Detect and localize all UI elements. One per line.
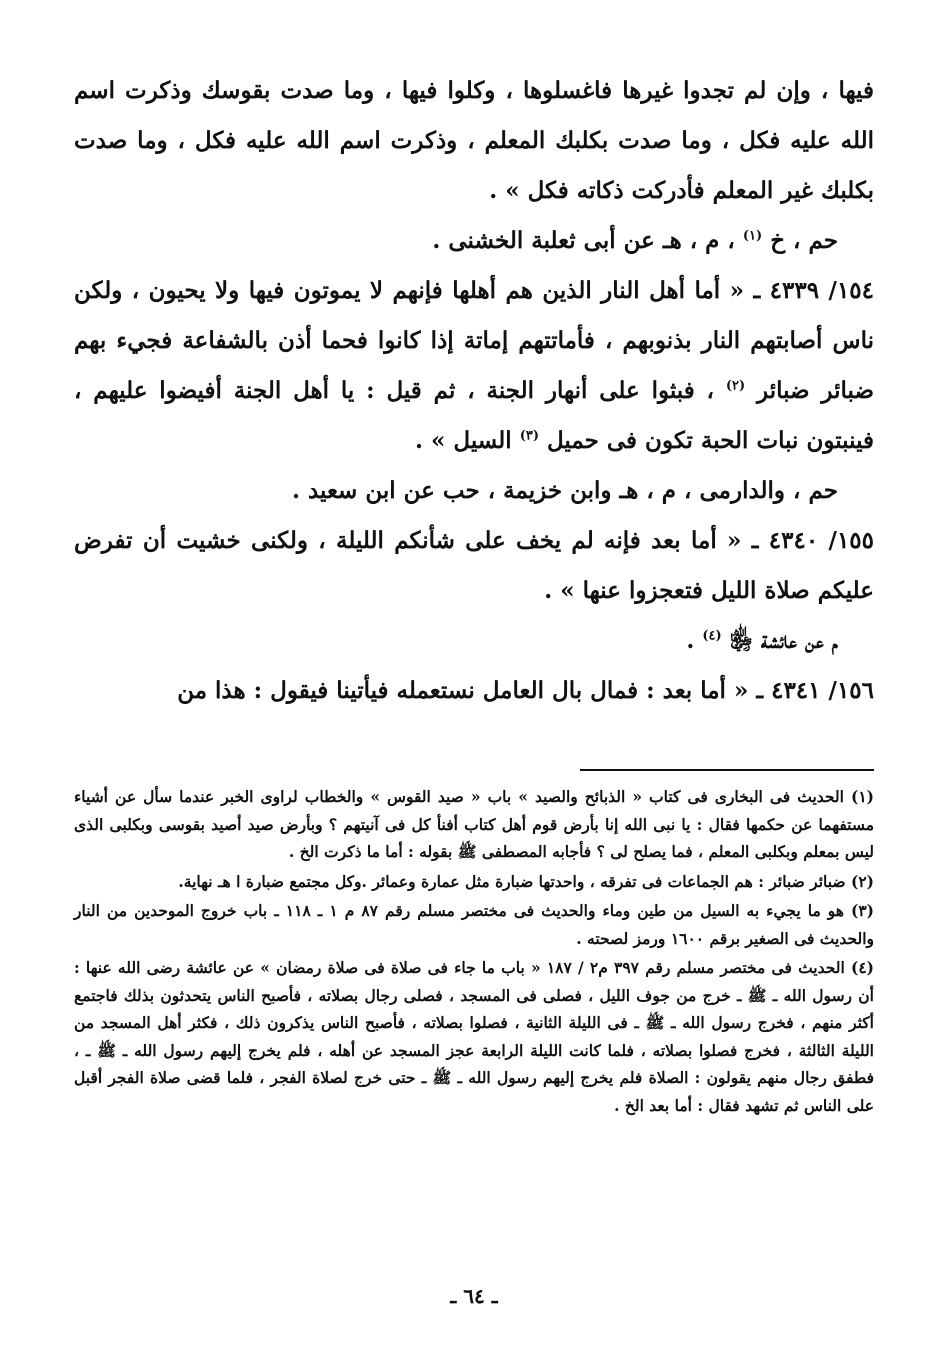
hadith-156 bbox=[74, 666, 874, 716]
source-text: حم ، خ bbox=[770, 227, 838, 254]
page-number: ـ ٦٤ ـ bbox=[450, 1284, 498, 1308]
main-text bbox=[74, 66, 874, 716]
hadith-155 bbox=[74, 516, 874, 616]
source-text: . bbox=[686, 627, 695, 654]
footnote-marker: (١) bbox=[742, 228, 763, 244]
footnote-1: (١) الحديث فى البخارى فى كتاب « الذبائح والصيد » باب « صيد القوس » والخطاب لراوى الخبر عندما سأل عن أشياء مستفهما عن حكمها فقال : يا نبى الله إنا بأرض قوم أهل كتاب أفنأ كل فى آنيتهم ؟ وبأرض صيد أصيد بقوسى وبكلبى الذى ليس بمعلم وبكلبى المعلم ، فما يصلح لى ؟ فأجابه المصطفى ﷺ بقوله : أما ما ذكرت الخ . bbox=[74, 787, 874, 861]
source-text: ، م ، هـ عن أبى ثعلبة الخشنى . bbox=[432, 227, 735, 254]
footnote-marker: (٣) bbox=[519, 428, 539, 444]
hadith-text: « أما بعد : فمال بال العامل نستعمله فيأتينا فيقول : هذا من bbox=[177, 677, 749, 704]
footnotes bbox=[74, 783, 874, 1121]
hadith-source-2: حم ، والدارمى ، م ، هـ وابن خزيمة ، حب عن ابن سعيد . bbox=[291, 477, 838, 504]
footnote-marker: (٢) bbox=[725, 378, 746, 394]
hadith-number: ١٥٦/ ٤٣٤١ ـ bbox=[756, 677, 874, 704]
hadith-text: ، فبثوا على أنهار الجنة ، ثم قيل : يا أهل الجنة أفيضوا عليهم ، فينبتون نبات الحبة تكون فى حميل bbox=[74, 377, 874, 454]
hadith-text: « أما بعد فإنه لم يخف على شأنكم الليلة ، ولكنى خشيت أن تفرض عليكم صلاة الليل فتعجزوا عنها » . bbox=[74, 527, 874, 604]
hadith-source-3 bbox=[74, 616, 874, 666]
hadith-number: ١٥٤/ ٤٣٣٩ ـ bbox=[753, 277, 874, 304]
footnote-separator bbox=[580, 769, 874, 771]
hadith-source-1 bbox=[74, 216, 874, 266]
hadith-number: ١٥٥/ ٤٣٤٠ ـ bbox=[751, 527, 874, 554]
book-page bbox=[74, 66, 874, 1346]
hadith-154 bbox=[74, 266, 874, 466]
hadith-continuation: فيها ، وإن لم تجدوا غيرها فاغسلوها ، وكلوا فيها ، وما صدت بقوسك وذكرت اسم الله عليه فكل ، وما صدت بكلبك المعلم ، وذكرت اسم الله عليه فكل ، وما صدت بكلبك غير المعلم فأدركت ذكاته فكل » . bbox=[74, 77, 874, 204]
footnote-2: (٢) ضبائر ضبائر : هم الجماعات فى تفرقه ، واحدتها ضبارة مثل عمارة وعمائر .وكل مجتمع ضبارة ا هـ نهاية. bbox=[178, 871, 874, 891]
hadith-text: « أما أهل النار الذين هم أهلها فإنهم لا يموتون فيها ولا يحيون ، ولكن ناس أصابتهم النار بذنوبهم ، فأماتتهم إماتة إذا كانوا فحما أذن بالشفاعة فجيء بهم ضبائر ضبائر bbox=[74, 277, 874, 404]
footnote-marker: (٤) bbox=[702, 628, 722, 644]
source-text: م عن عائشة ﵂ bbox=[729, 627, 838, 654]
hadith-text: السيل » . bbox=[415, 427, 512, 454]
footnote-3: (٣) هو ما يجيء به السيل من طين وماء والحديث فى مختصر مسلم رقم ٨٧ م ١ ـ ١١٨ ـ باب خروج الموحدين من النار والحديث فى الصغير برقم ١٦٠٠ ورمز لصحته . bbox=[74, 901, 874, 948]
footnote-4: (٤) الحديث فى مختصر مسلم رقم ٣٩٧ م٢ / ١٨٧ « باب ما جاء فى صلاة فى صلاة رمضان » عن عائشة رضى الله عنها : أن رسول الله ـ ﷺ ـ خرج من جوف الليل ، فصلى فى المسجد ، فصلى رجال بصلاته ، فأصبح الناس يتحدثون بذلك فاجتمع أكثر منهم ، فخرج رسول الله ـ ﷺ ـ فى الليلة الثانية ، فصلوا بصلاته ، فأصبح الناس يذكرون ذلك ، فكثر أهل المسجد من الليلة الثالثة ، فخرج فصلوا بصلاته ، فلما كانت الليلة الرابعة عجز المسجد عن أهله ، فلم يخرج إليهم رسول الله ـ ﷺ ـ ، فطفق رجال منهم يقولون : الصلاة فلم يخرج إليهم رسول الله ـ ﷺ ـ حتى خرج لصلاة الفجر ، فلما قضى صلاة الفجر أقبل على الناس ثم تشهد فقال : أما بعد الخ . bbox=[74, 958, 874, 1115]
